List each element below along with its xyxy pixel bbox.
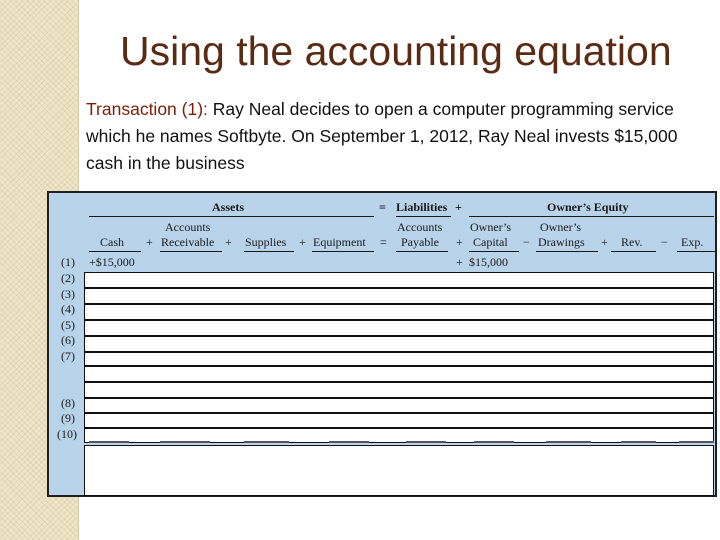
total-dash-supplies	[244, 441, 289, 443]
row-label-10: (10)	[57, 427, 77, 441]
col-equipment: Equipment	[313, 235, 366, 249]
total-dash-equipment	[329, 441, 369, 443]
total-dash-ar	[160, 441, 210, 443]
assets-header: Assets	[212, 200, 244, 214]
owners-equity-header: Owner’s Equity	[547, 200, 629, 214]
row-label-6: (6)	[61, 333, 75, 347]
col-owners-drawings: Drawings	[538, 235, 585, 249]
revenue-underline	[611, 251, 656, 252]
cash-underline	[89, 251, 141, 252]
drawings-underline	[536, 251, 598, 252]
col-cash: Cash	[100, 235, 124, 249]
op-plus-a: +	[146, 235, 153, 249]
total-dash-expenses	[679, 441, 714, 443]
supplies-underline	[244, 251, 294, 252]
cover-row-7b	[84, 366, 714, 382]
cover-row-6	[84, 336, 714, 352]
cover-row-3	[84, 288, 714, 304]
total-dash-capital	[474, 441, 514, 443]
liabilities-underline	[396, 216, 451, 217]
op-plus-d: +	[456, 235, 463, 249]
row-label-9: (9)	[61, 411, 75, 425]
expenses-underline	[677, 251, 715, 252]
op-equals: =	[380, 235, 387, 249]
cover-row-2	[84, 272, 714, 288]
row-label-1: (1)	[61, 255, 75, 269]
row-label-7: (7)	[61, 349, 75, 363]
row-label-5: (5)	[61, 318, 75, 332]
plus-sign: +	[455, 200, 462, 214]
row1-capital-value: $15,000	[469, 255, 508, 269]
col-owners-capital: Capital	[473, 235, 508, 249]
row1-cash-value: +$15,000	[89, 255, 135, 269]
col-revenue: Rev.	[621, 235, 643, 249]
col-accounts-payable: Payable	[401, 235, 439, 249]
liabilities-header: Liabilities	[396, 200, 448, 214]
cover-row-4	[84, 304, 714, 320]
capital-underline	[469, 251, 519, 252]
op-plus-c: +	[299, 235, 306, 249]
cover-row-9	[84, 413, 714, 428]
cover-row-8	[84, 398, 714, 413]
row-label-3: (3)	[61, 287, 75, 301]
owners-equity-underline	[469, 216, 714, 217]
accounts-receivable-top: Accounts	[165, 220, 211, 234]
total-dash-cash	[89, 441, 129, 443]
equals-sign: =	[379, 200, 386, 214]
ar-underline	[160, 251, 222, 252]
total-dash-ap	[406, 441, 446, 443]
col-expenses: Exp.	[681, 235, 704, 249]
owners-capital-top: Owner’s	[470, 220, 512, 234]
cover-row-7	[84, 352, 714, 366]
col-supplies: Supplies	[245, 235, 287, 249]
transaction-text: Ray Neal decides to open a computer programming service which he names Softbyte. On September 1, 2012, Ray Neal invests $15,000 cash in the business	[86, 99, 678, 173]
accounting-equation-table	[47, 191, 717, 497]
owners-drawings-top: Owner’s	[540, 220, 582, 234]
op-plus-b: +	[225, 235, 232, 249]
op-plus-e: +	[601, 235, 608, 249]
op-minus-b: −	[661, 235, 668, 249]
cover-row-7c	[84, 382, 714, 398]
equipment-underline	[312, 251, 374, 252]
ap-underline	[396, 251, 448, 252]
slide-title: Using the accounting equation	[120, 28, 672, 74]
transaction-label: Transaction (1):	[86, 99, 208, 119]
total-dash-revenue	[621, 441, 656, 443]
row-label-8: (8)	[61, 396, 75, 410]
row-label-2: (2)	[61, 271, 75, 285]
row-label-4: (4)	[61, 302, 75, 316]
cover-totals-area	[84, 445, 714, 496]
col-accounts-receivable: Receivable	[161, 235, 215, 249]
row1-plus: +	[456, 255, 463, 269]
total-dash-drawings	[546, 441, 591, 443]
op-minus-a: −	[523, 235, 530, 249]
transaction-description	[86, 96, 716, 177]
assets-underline	[89, 216, 374, 217]
accounts-payable-top: Accounts	[397, 220, 443, 234]
cover-row-5	[84, 320, 714, 336]
